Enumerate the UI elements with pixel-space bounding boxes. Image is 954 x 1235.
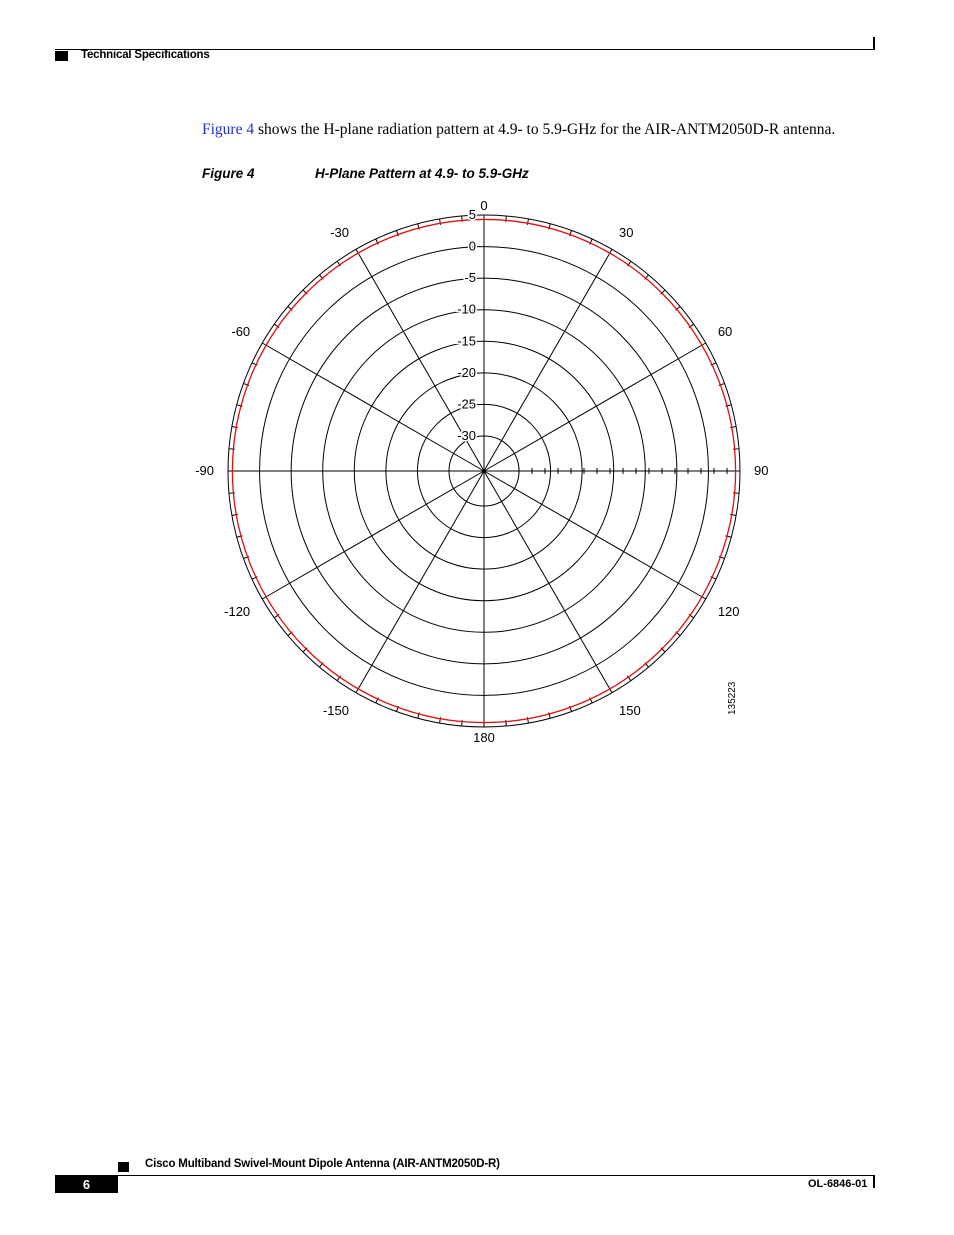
grid-spoke [484,343,706,471]
grid-spoke [356,471,484,693]
angle-label: -150 [322,702,349,718]
figure-title: H-Plane Pattern at 4.9- to 5.9-GHz [315,166,529,181]
radial-label: -30 [457,428,476,443]
grid-spoke [262,471,484,599]
angle-label: 120 [717,604,740,619]
footer-tick [873,1175,875,1188]
polar-grid [228,215,740,727]
grid-spoke [262,343,484,471]
angle-label: 0 [480,198,488,213]
intro-paragraph [202,121,835,139]
figure-xref-link[interactable]: Figure 4 [202,121,255,138]
page-number: 6 [55,1176,118,1193]
radial-label: -5 [464,270,476,286]
angle-label: 180 [473,730,495,745]
polar-chart [190,190,770,750]
grid-spoke [484,471,612,693]
footer-doc-title: Cisco Multiband Swivel-Mount Dipole Antenna (AIR-ANTM2050D-R) [145,1158,500,1170]
grid-spoke [484,471,706,599]
radial-label: -15 [457,333,476,349]
grid-spoke [484,249,612,471]
angle-label: 60 [717,324,733,339]
angle-label: 90 [754,463,769,478]
radial-label: -25 [457,396,476,412]
angle-label: 30 [619,225,634,241]
intro-text: shows the H-plane radiation pattern at 4.9- to 5.9-GHz for the AIR-ANTM2050D-R antenna. [254,121,836,138]
header-tick [873,37,875,50]
footer-doc-number: OL-6846-01 [808,1178,868,1190]
radial-label: 5 [468,207,476,222]
angle-label: -30 [330,225,349,241]
footer-rule [55,1175,875,1176]
radial-label: -20 [457,364,476,380]
radial-label: -10 [457,301,476,317]
figure-number: Figure 4 [202,166,255,181]
footer-marker [118,1162,129,1172]
header-marker [55,51,68,61]
angle-label: -120 [224,604,251,619]
radial-label: 0 [468,238,476,254]
angle-label: 150 [619,702,641,718]
header-section-title: Technical Specifications [81,49,210,61]
angle-label: -90 [195,463,214,478]
angle-label: -60 [231,324,251,339]
figure-id-code: 135223 [727,681,738,715]
